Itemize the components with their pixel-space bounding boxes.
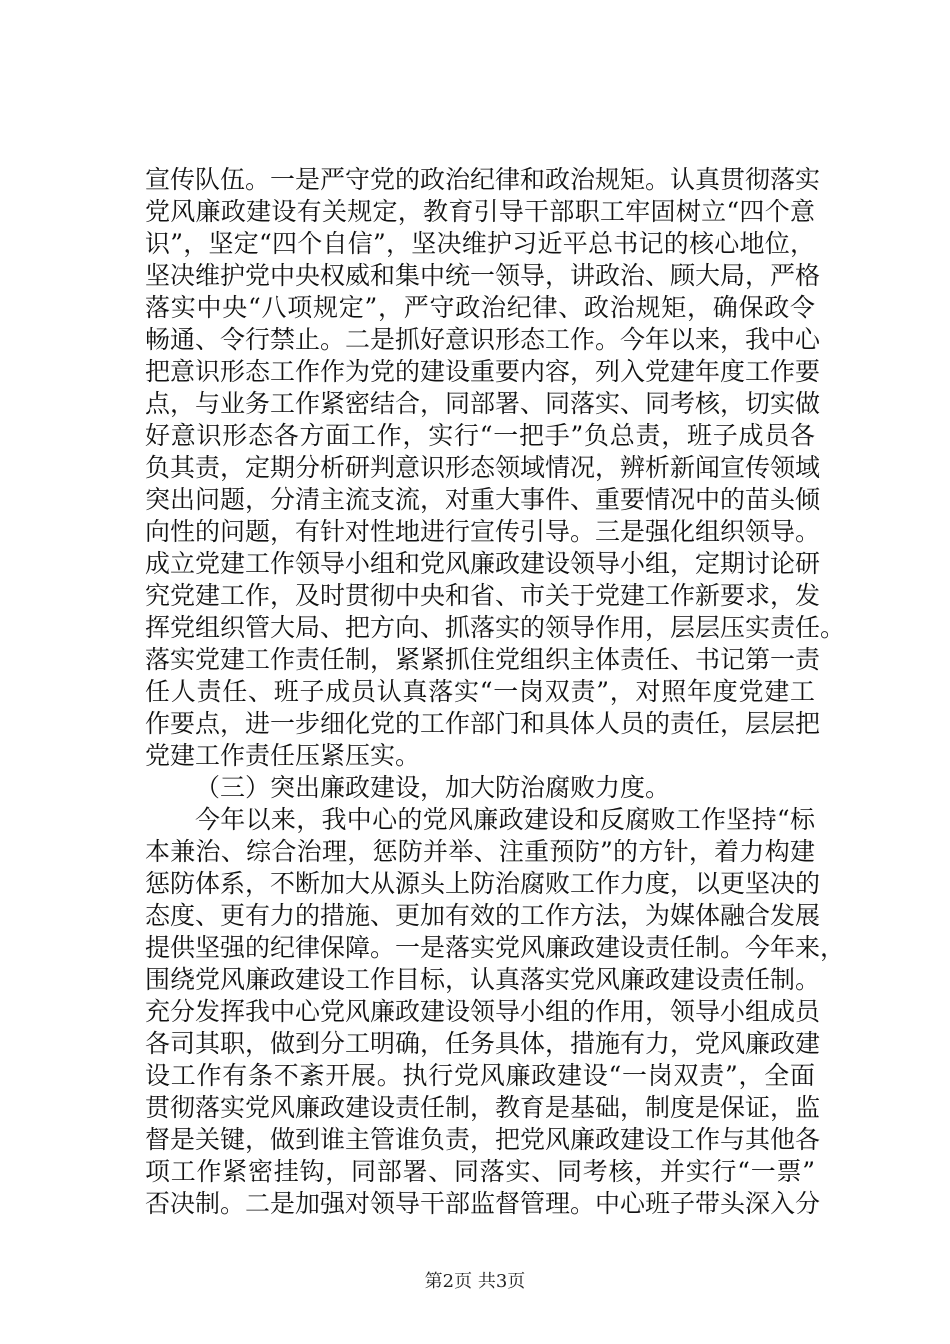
text-line: 向性的问题，有针对性地进行宣传引导。三是强化组织领导。	[145, 517, 821, 546]
text-line: 本兼治、综合治理，惩防并举、注重预防”的方针，着力构建	[145, 837, 815, 866]
text-line: 落实党建工作责任制，紧紧抓住党组织主体责任、书记第一责	[145, 645, 821, 674]
page-footer	[0, 1271, 950, 1293]
text-line: 充分发挥我中心党风廉政建设领导小组的作用，领导小组成员	[145, 997, 821, 1026]
text-line: 否决制。二是加强对领导干部监督管理。中心班子带头深入分	[145, 1189, 821, 1218]
text-line: 挥党组织管大局、把方向、抓落实的领导作用，层层压实责任。	[145, 613, 846, 642]
text-line: 畅通、令行禁止。二是抓好意识形态工作。今年以来，我中心	[145, 325, 821, 354]
text-line: 识”，坚定“四个自信”，坚决维护习近平总书记的核心地位，	[145, 229, 815, 258]
body-text	[145, 164, 846, 1220]
text-line: 督是关键，做到谁主管谁负责，把党风廉政建设工作与其他各	[145, 1125, 821, 1154]
text-line: 态度、更有力的措施、更加有效的工作方法，为媒体融合发展	[145, 901, 821, 930]
text-line: 究党建工作，及时贯彻中央和省、市关于党建工作新要求，发	[145, 581, 821, 610]
text-line: 项工作紧密挂钩，同部署、同落实、同考核，并实行“一票”	[145, 1157, 815, 1186]
text-line: 突出问题，分清主流支流，对重大事件、重要情况中的苗头倾	[145, 485, 821, 514]
text-line: 落实中央“八项规定”，严守政治纪律、政治规矩，确保政令	[145, 293, 815, 322]
text-line: 坚决维护党中央权威和集中统一领导，讲政治、顾大局，严格	[145, 261, 821, 290]
text-line: 贯彻落实党风廉政建设责任制，教育是基础，制度是保证，监	[145, 1093, 821, 1122]
section-heading: （三）突出廉政建设，加大防治腐败力度。	[195, 773, 671, 802]
text-line: 负其责，定期分析研判意识形态领域情况，辨析新闻宣传领域	[145, 453, 821, 482]
text-line: 成立党建工作领导小组和党风廉政建设领导小组，定期讨论研	[145, 549, 821, 578]
text-line: 围绕党风廉政建设工作目标，认真落实党风廉政建设责任制。	[145, 965, 821, 994]
text-line: 惩防体系，不断加大从源头上防治腐败工作力度，以更坚决的	[145, 869, 821, 898]
text-line: 提供坚强的纪律保障。一是落实党风廉政建设责任制。今年来，	[145, 933, 846, 962]
page-number: 第2页 共3页	[424, 1271, 526, 1292]
text-line: 各司其职，做到分工明确，任务具体，措施有力，党风廉政建	[145, 1029, 821, 1058]
text-line: 任人责任、班子成员认真落实“一岗双责”，对照年度党建工	[145, 677, 815, 706]
text-line: 宣传队伍。一是严守党的政治纪律和政治规矩。认真贯彻落实	[145, 165, 821, 194]
text-line: 作要点，进一步细化党的工作部门和具体人员的责任，层层把	[145, 709, 821, 738]
text-line: 好意识形态各方面工作，实行“一把手”负总责，班子成员各	[145, 421, 815, 450]
text-line: 设工作有条不紊开展。执行党风廉政建设“一岗双责”，全面	[145, 1061, 815, 1090]
text-line: 党建工作责任压紧压实。	[145, 741, 421, 770]
text-line: 今年以来，我中心的党风廉政建设和反腐败工作坚持“标	[195, 805, 815, 834]
text-line: 把意识形态工作作为党的建设重要内容，列入党建年度工作要	[145, 357, 821, 386]
text-line: 党风廉政建设有关规定，教育引导干部职工牢固树立“四个意	[145, 197, 815, 226]
text-line: 点，与业务工作紧密结合，同部署、同落实、同考核，切实做	[145, 389, 821, 418]
